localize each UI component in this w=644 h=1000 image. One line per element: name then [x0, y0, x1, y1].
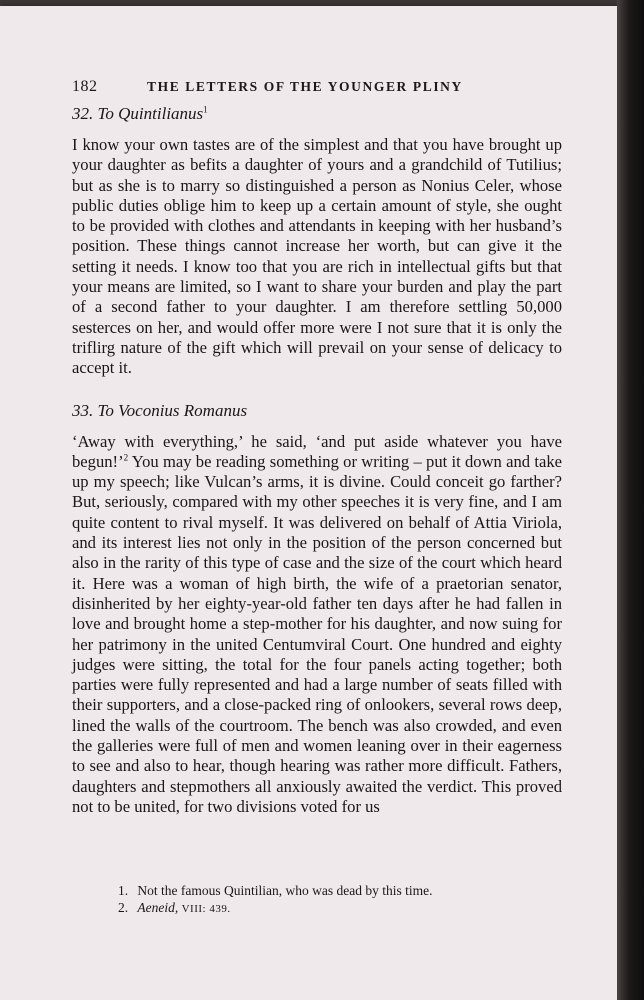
footnote-2-work: Aeneid,: [137, 900, 179, 915]
running-title: THE LETTERS OF THE YOUNGER PLINY: [147, 79, 463, 94]
footnote-marker-2: 2: [123, 452, 129, 463]
footnote-2-reference: VIII: 439.: [181, 903, 231, 915]
letter-33-opening-quote: ‘Away with everything,’ he said, ‘and put aside whatever you have begun!’: [72, 431, 562, 471]
page-content: [72, 102, 562, 817]
footnote-1-text: Not the famous Quintilian, who was dead by this time.: [137, 883, 433, 898]
footnote-2-number: 2.: [118, 900, 129, 915]
section-gap: [72, 379, 562, 399]
letter-33-body-text: You may be reading something or writing – put it down and take up my speech; like Vulcan’s arms, it is divine. Could conceit go farther? But, seriously, compared with my other speeches it is very fine, and I am quite content to rival myself. It was delivered on behalf of Attia Viriola, and its interest lies not only in the position of the person concerned but also in the rarity of this type of case and the size of the court which heard it. Here was a woman of high birth, the wife of a praetorian senator, disinherited by her eighty-year-old father ten days after he had fallen in love and brought home a step-mother for his daughter, and now suing for her patrimony in the united Centumviral Court. One hundred and eighty judges were sitting, the total for the four panels acting together; both parties were fully represented and had a large number of seats filled with their supporters, and a close-packed ring of onlookers, several rows deep, lined the walls of the courtroom. The bench was also crowded, and even the galleries were full of men and women leaning over in their eagerness to see and also to hear, though hearing was rather more difficult. Fathers, daughters and stepmothers all anxiously awaited the verdict. This proved not to be united, for two divisions voted for us: [72, 451, 562, 816]
letter-heading-32: [72, 102, 562, 126]
page-number: 182: [72, 78, 98, 95]
book-page: [0, 6, 617, 1000]
letter-heading-32-text: 32. To Quintilianus: [72, 104, 204, 123]
letter-32-body: I know your own tastes are of the simplest and that you have brought up your daughter as befits a daughter of yours and a grandchild of Tutilius; but as she is to marry so distinguished a person as Nonius Celer, whose public duties oblige him to keep up a certain amount of style, she ought to be provided with clothes and attendants in keeping with her husband’s position. These things cannot increase her worth, but can give it the setting it needs. I know too that you are rich in intellectual gifts but that your means are limited, so I want to share your burden and play the part of a second father to your daughter. I am therefore settling 50,000 sesterces on her, and would offer more were I not sure that it is only the triflirg nature of the gift which will prevail on your sense of delicacy to accept it.: [72, 135, 562, 378]
book-binding-edge: [617, 0, 644, 1000]
letter-33-body: [72, 432, 562, 818]
footnote-marker-1: 1: [203, 104, 208, 115]
footnote-2: [118, 899, 558, 918]
page-header: [72, 78, 562, 98]
footnote-1-number: 1.: [118, 883, 129, 898]
footnote-1: [118, 882, 558, 899]
footnotes: [118, 882, 558, 918]
letter-heading-33: 33. To Voconius Romanus: [72, 400, 248, 420]
